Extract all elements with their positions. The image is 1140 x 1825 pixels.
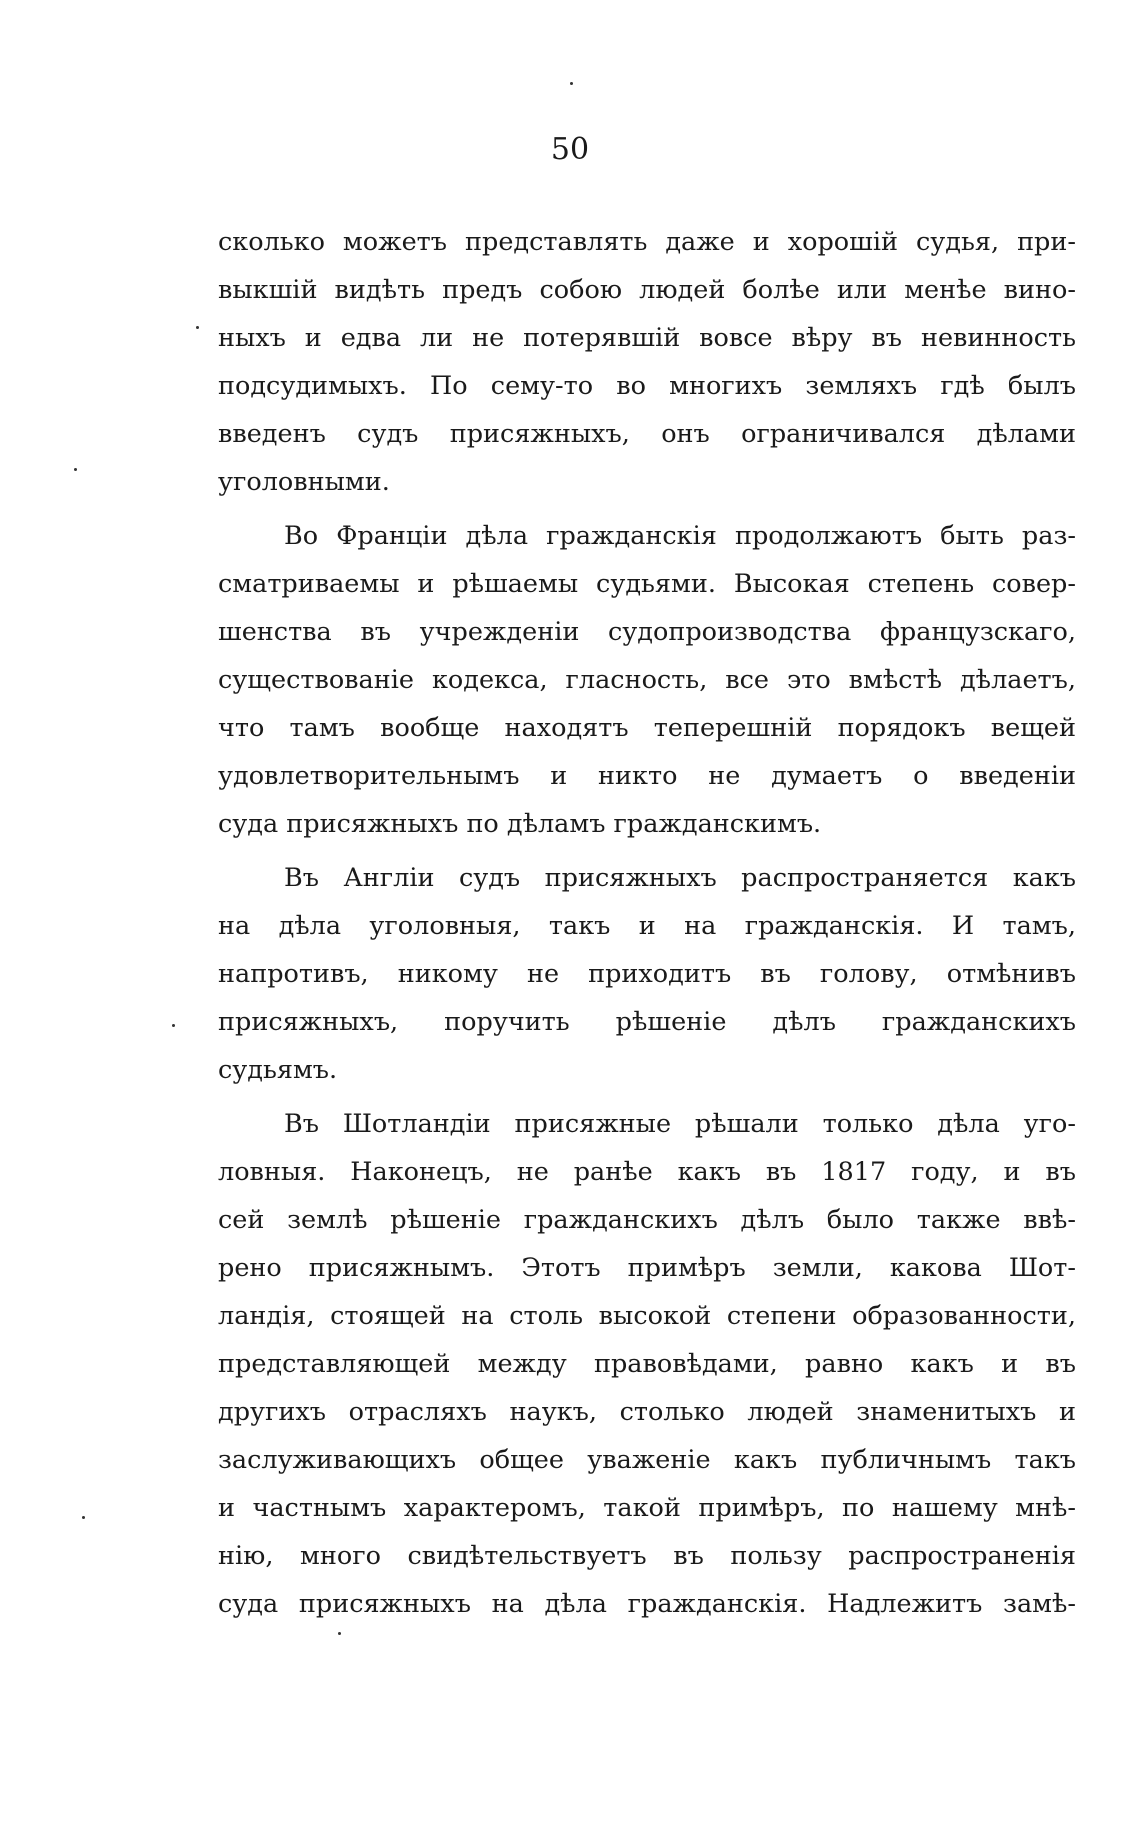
text-line: и частнымъ характеромъ, такой примѣръ, по нашему мнѣ- — [218, 1493, 1076, 1523]
text-line: ныхъ и едва ли не потерявшiй вовсе вѣру въ невинность — [218, 323, 1076, 353]
text-line: сматриваемы и рѣшаемы судьями. Высокая степень совер- — [218, 569, 1076, 599]
text-line: ловныя. Наконецъ, не ранѣе какъ въ 1817 году, и въ — [218, 1157, 1076, 1187]
text-line: Въ Англiи судъ присяжныхъ распространяется какъ — [284, 863, 1076, 893]
text-line: нiю, много свидѣтельствуетъ въ пользу распространенiя — [218, 1541, 1076, 1571]
scan-speck — [172, 1024, 175, 1027]
text-line: судьямъ. — [218, 1055, 338, 1085]
text-line: сколько можетъ представлять даже и хорошiй судья, при- — [218, 227, 1076, 257]
text-line: введенъ судъ присяжныхъ, онъ ограничивался дѣлами — [218, 419, 1076, 449]
scan-speck — [82, 1516, 85, 1519]
text-line: что тамъ вообще находятъ теперешнiй порядокъ вещей — [218, 713, 1076, 743]
paragraph-4 — [218, 1100, 1076, 1628]
text-line: существованiе кодекса, гласность, все это вмѣстѣ дѣлаетъ, — [218, 665, 1076, 695]
text-line: другихъ отрасляхъ наукъ, столько людей знаменитыхъ и — [218, 1397, 1076, 1427]
page-number: 50 — [550, 132, 590, 167]
text-line: удовлетворительнымъ и никто не думаетъ о введенiи — [218, 761, 1076, 791]
text-line: подсудимыхъ. По сему-то во многихъ земляхъ гдѣ былъ — [218, 371, 1076, 401]
text-line: присяжныхъ, поручить рѣшенiе дѣлъ гражданскихъ — [218, 1007, 1076, 1037]
text-line: напротивъ, никому не приходитъ въ голову, отмѣнивъ — [218, 959, 1076, 989]
body-text — [218, 218, 1076, 1628]
text-line: суда присяжныхъ на дѣла гражданскiя. Надлежитъ замѣ- — [218, 1589, 1076, 1619]
text-line: уголовными. — [218, 467, 390, 497]
text-line: рено присяжнымъ. Этотъ примѣръ земли, какова Шот- — [218, 1253, 1076, 1283]
text-line: заслуживающихъ общее уваженiе какъ публичнымъ такъ — [218, 1445, 1076, 1475]
paragraph-3 — [218, 854, 1076, 1094]
paragraph-1 — [218, 218, 1076, 506]
scan-speck — [338, 1632, 341, 1635]
text-line: сей землѣ рѣшенiе гражданскихъ дѣлъ было также ввѣ- — [218, 1205, 1076, 1235]
text-line: представляющей между правовѣдами, равно какъ и въ — [218, 1349, 1076, 1379]
text-line: Во Францiи дѣла гражданскiя продолжаютъ быть раз- — [284, 521, 1076, 551]
text-line: шенства въ учрежденiи судопроизводства французскаго, — [218, 617, 1076, 647]
scan-speck — [570, 82, 573, 85]
scan-speck — [74, 468, 77, 471]
text-line: выкшiй видѣть предъ собою людей болѣе или менѣе вино- — [218, 275, 1076, 305]
scan-speck — [196, 326, 199, 329]
text-line: суда присяжныхъ по дѣламъ гражданскимъ. — [218, 809, 822, 839]
paragraph-2 — [218, 512, 1076, 848]
text-line: Въ Шотландiи присяжные рѣшали только дѣла уго- — [284, 1109, 1076, 1139]
text-line: на дѣла уголовныя, такъ и на гражданскiя. И тамъ, — [218, 911, 1076, 941]
text-line: ландiя, стоящей на столь высокой степени образованности, — [218, 1301, 1076, 1331]
